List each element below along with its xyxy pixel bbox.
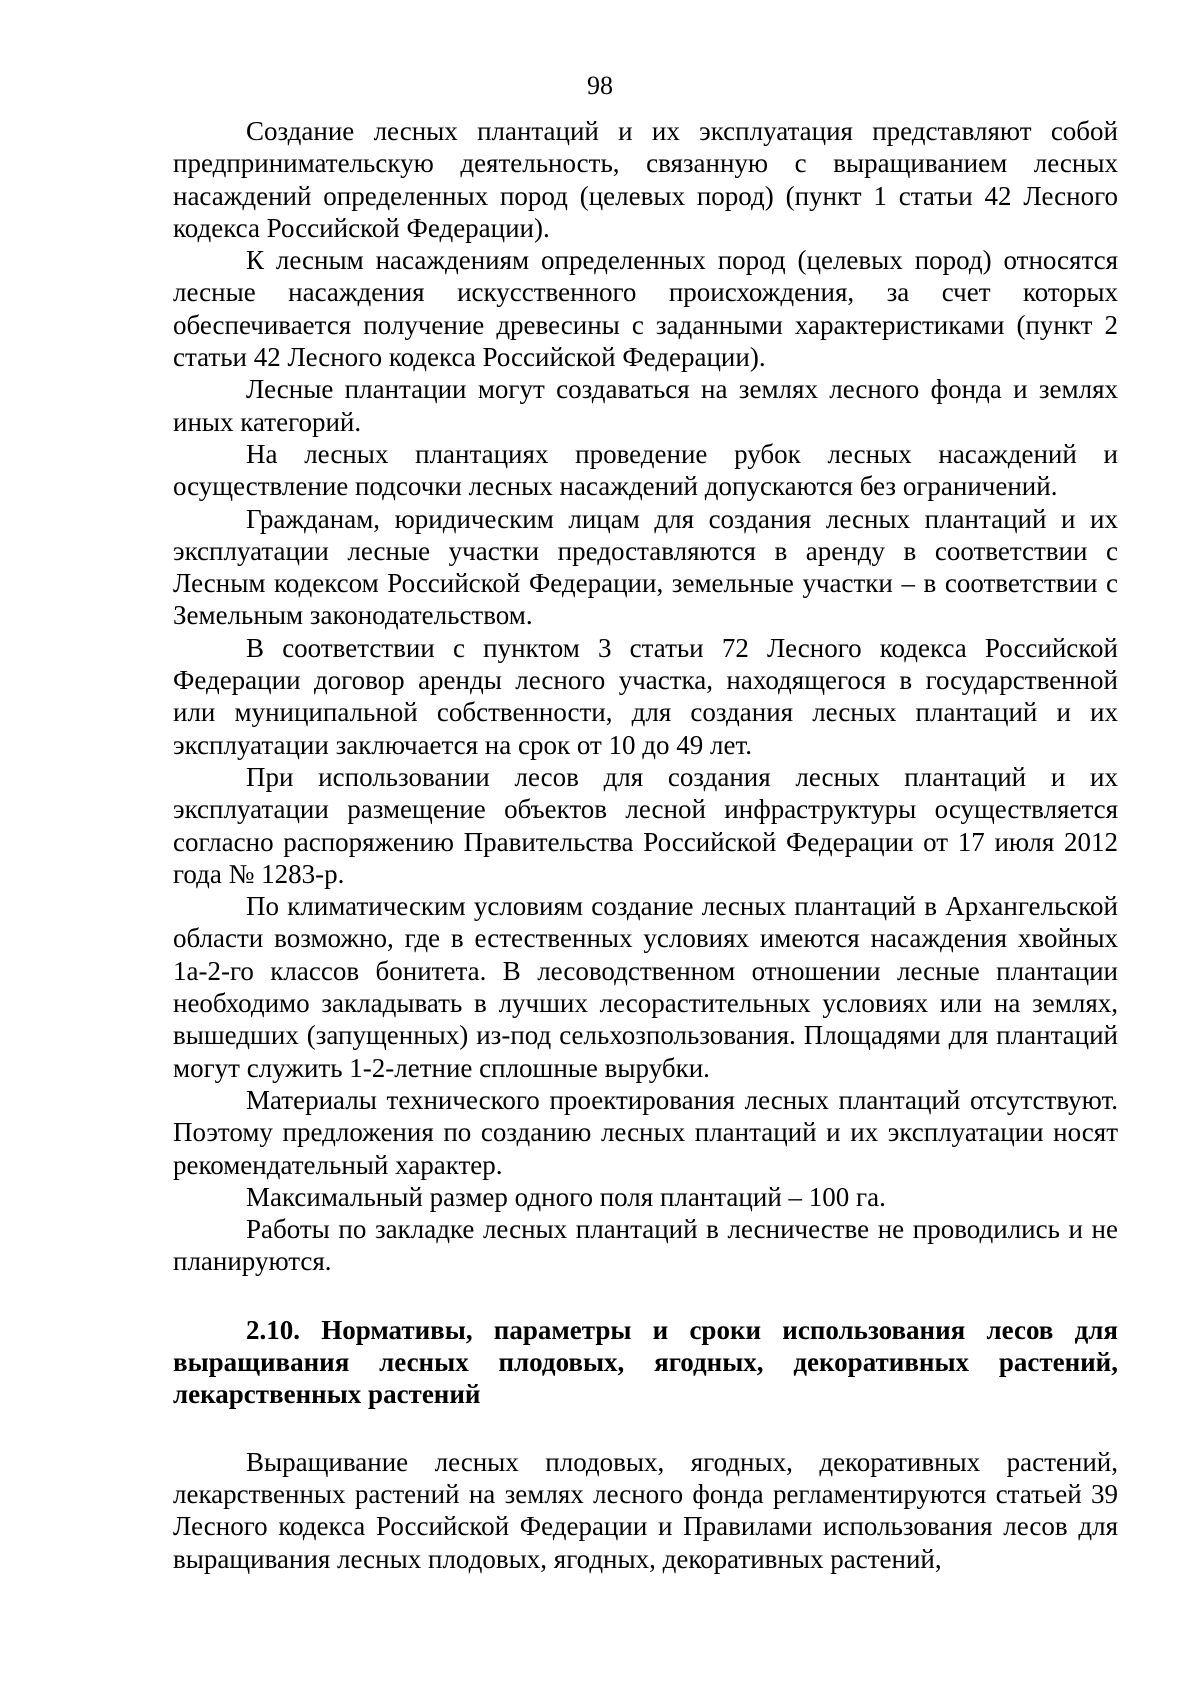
paragraph-target-species: К лесным насаждениям определенных пород (целевых пород) относятся лесные насаждения искусственного происхождения, за счет которых обеспечивается получение древесины с заданными характеристиками (пункт 2 статьи 42 Лесного кодекса Российской Федерации). (173, 245, 1118, 373)
paragraph-plantations-definition: Создание лесных плантаций и их эксплуатация представляют собой предпринимательскую деятельность, связанную с выращиванием лесных насаждений определенных пород (целевых пород) (пункт 1 статьи 42 Лесного кодекса Российской Федерации). (173, 116, 1118, 243)
paragraph-max-field-size: Максимальный размер одного поля плантаций – 100 га. (246, 1181, 886, 1212)
paragraph-lease-term: В соответствии с пунктом 3 статьи 72 Лесного кодекса Российской Федерации договор аренды лесного участка, находящегося в государственной или муниципальной собственности, для создания лесных плантаций и их эксплуатации заключается на срок от 10 до 49 лет. (173, 632, 1118, 760)
paragraph-cultivation-regulation: Выращивание лесных плодовых, ягодных, декоративных растений, лекарственных растений на землях лесного фонда регламентируются статьей 39 Лесного кодекса Российской Федерации и Правилами использования лесов для выращивания лесных плодовых, ягодных, декоративных растений, (173, 1446, 1118, 1574)
page-number: 98 (587, 71, 613, 100)
paragraph-lease-provision: Гражданам, юридическим лицам для создания лесных плантаций и их эксплуатации лесные участки предоставляются в аренду в соответствии с Лесным кодексом Российской Федерации, земельные участки – в соответствии с Земельным законодательством. (173, 503, 1118, 631)
paragraph-design-materials: Материалы технического проектирования лесных плантаций отсутствуют. Поэтому предложения по созданию лесных плантаций и их эксплуатации носят рекомендательный характер. (173, 1084, 1118, 1180)
section-heading: 2.10. Нормативы, параметры и сроки использования лесов для выращивания лесных плодовых, ягодных, декоративных растений, лекарственных растений (173, 1314, 1118, 1409)
paragraph-works-status: Работы по закладке лесных плантаций в лесничестве не проводились и не планируются. (173, 1214, 1118, 1277)
document-body (173, 115, 1118, 1575)
paragraph-climate-conditions: По климатическим условиям создание лесных плантаций в Архангельской области возможно, где в естественных условиях имеются насаждения хвойных 1а-2-го классов бонитета. В лесоводственном отношении лесные плантации необходимо закладывать в лучших лесорастительных условиях или на землях, вышедших (запущенных) из-под сельхозпользования. Площадями для плантаций могут служить 1-2-летние сплошные вырубки. (173, 891, 1118, 1083)
paragraph-land-categories: Лесные плантации могут создаваться на землях лесного фонда и землях иных категорий. (173, 374, 1118, 437)
paragraph-infrastructure: При использовании лесов для создания лесных плантаций и их эксплуатации размещение объектов лесной инфраструктуры осуществляется согласно распоряжению Правительства Российской Федерации от 17 июля 2012 года № 1283-р. (173, 761, 1118, 889)
paragraph-felling-tapping: На лесных плантациях проведение рубок лесных насаждений и осуществление подсочки лесных насаждений допускаются без ограничений. (173, 438, 1118, 502)
